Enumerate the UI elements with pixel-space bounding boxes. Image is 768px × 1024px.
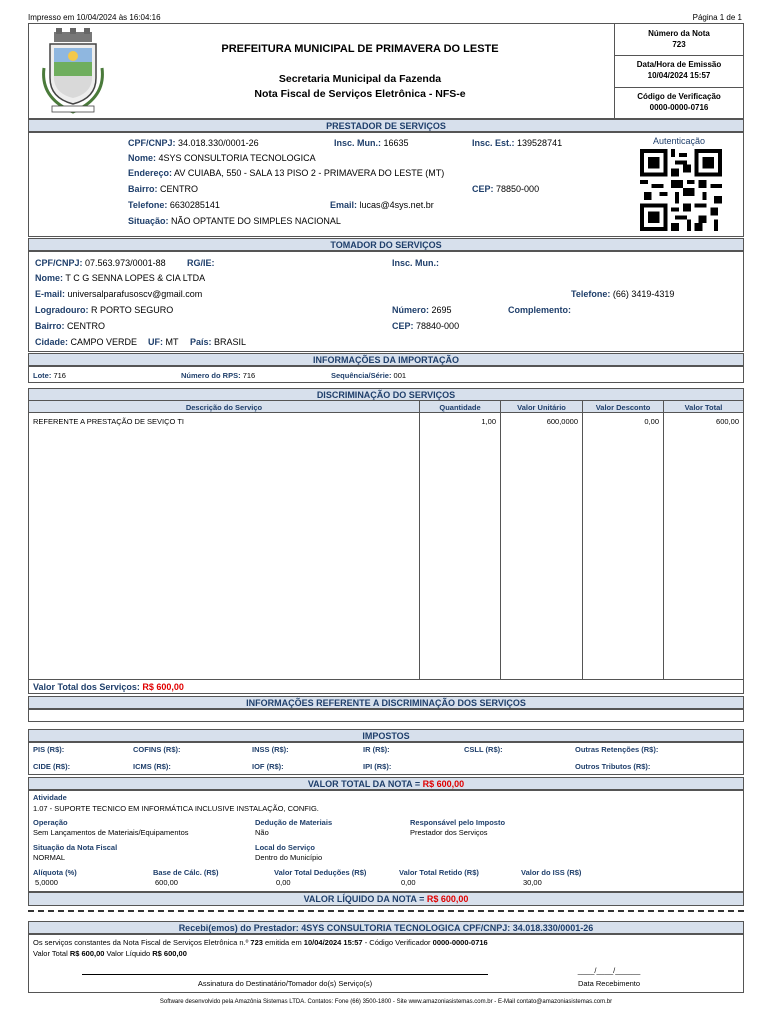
net-value: R$ 600,00 [426,894,469,904]
col-total: Valor Total [684,403,723,412]
customer-cep: 78840-000 [416,321,460,331]
customer-rg-label: RG/IE: [187,258,215,268]
provider-cep-label: CEP: [472,184,494,194]
customer-cep-label: CEP: [392,321,414,331]
note-number-label: Número da Nota [648,29,710,38]
department: Secretaria Municipal da Fazenda [278,73,442,85]
rps-label: Número do RPS: [181,371,241,380]
verification-code-label: Código de Verificação [637,92,721,101]
customer-name: T C G SENNA LOPES & CIA LTDA [65,273,206,283]
tax-ipi: IPI (R$): [363,762,392,771]
note-status-label: Situação da Nota Fiscal [33,843,118,852]
provider-phone: 6630285141 [169,200,220,210]
activity-text: 1.07 - SUPORTE TECNICO EM INFORMÁTICA INCLUSIVE INSTALAÇÃO, CONFIG. [33,804,319,813]
customer-email-label: E-mail: [35,289,66,299]
service-location-label: Local do Serviço [255,843,316,852]
signature-label: Assinatura do Destinatário/Tomador do(s) Serviço(s) [197,979,373,988]
customer-mun-label: Insc. Mun.: [392,258,439,268]
note-number: 723 [672,40,686,49]
provider-email: lucas@4sys.net.br [359,200,434,210]
provider-phone-label: Telefone: [128,200,168,210]
customer-phone: (66) 3419-4319 [612,289,675,299]
iss-value: 30,00 [523,878,542,887]
tax-inss: INSS (R$): [252,745,289,754]
customer-phone-label: Telefone: [571,289,611,299]
issue-date-label: Data/Hora de Emissão [636,60,722,69]
tax-iof: IOF (R$): [252,762,284,771]
col-quantity: Quantidade [439,403,481,412]
cut-line [28,910,744,912]
qr-code-icon[interactable] [638,149,724,231]
note-total-value: R$ 600,00 [422,779,465,789]
verification-code: 0000-0000-0716 [649,103,709,112]
page-number: Página 1 de 1 [692,13,742,22]
authentication-label: Autenticação [653,136,706,146]
printed-at: Impresso em 10/04/2024 às 16:04:16 [28,13,161,22]
customer-district: CENTRO [67,321,106,331]
customer-cnpj: 07.563.973/0001-88 [85,258,166,268]
receipt-line-2: Valor Total R$ 600,00 Valor Líquido R$ 600,00 [33,949,187,958]
services-info-box [28,708,744,722]
tax-other: Outros Tributos (R$): [575,762,651,771]
batch-label: Lote: [33,371,52,380]
customer-street-label: Logradouro: [35,305,89,315]
customer-street: R PORTO SEGURO [91,305,174,315]
verification-code-box [614,91,744,113]
retained-total-label: Valor Total Retido (R$) [399,868,479,877]
tax-cofins: COFINS (R$): [133,745,181,754]
col-discount: Valor Desconto [595,403,651,412]
service-discount: 0,00 [644,417,659,426]
footer: Software desenvolvido pela Amazônia Sistemas LTDA. Contatos: Fone (66) 3500-1800 - Site www.amazoniasistemas.com.br - E-Mail contato@amazoniasistemas.com.br [159,999,613,1005]
customer-district-label: Bairro: [35,321,65,331]
service-location: Dentro do Município [255,853,323,862]
tax-icms: ICMS (R$): [133,762,171,771]
customer-uf: MT [165,337,179,347]
document-title: Nota Fiscal de Serviços Eletrônica - NFS-e [254,88,466,100]
receipt-date-label: Data Recebimento [577,979,641,988]
provider-section-bar: PRESTADOR DE SERVIÇOS [28,119,744,133]
sequence-label: Sequência/Série: [331,371,392,380]
sequence: 001 [393,371,407,380]
service-quantity: 1,00 [481,417,496,426]
provider-cnpj-label: CPF/CNPJ: [128,138,176,148]
issue-date-box [614,59,744,81]
provider-mun: 16635 [383,138,409,148]
provider-est: 139528741 [517,138,563,148]
provider-district: CENTRO [160,184,199,194]
city-hall-title: PREFEITURA MUNICIPAL DE PRIMAVERA DO LESTE [221,43,499,55]
receipt-line-1: Os serviços constantes da Nota Fiscal de Serviços Eletrônica n.º 723 emitida em 10/04/2024 15:57 - Código Verificador 0000-0000-0716 [33,938,488,947]
services-box [28,400,744,694]
service-description: REFERENTE A PRESTAÇÃO DE SEVIÇO TI [33,417,185,426]
batch: 716 [53,371,66,380]
calc-base-label: Base de Cálc. (R$) [153,868,219,877]
issue-date: 10/04/2024 15:57 [647,71,711,80]
calc-base: 600,00 [155,878,178,887]
provider-cnpj: 34.018.330/0001-26 [178,138,259,148]
customer-country: BRASIL [214,337,247,347]
col-unit-value: Valor Unitário [517,403,566,412]
services-info-bar: INFORMAÇÕES REFERENTE A DISCRIMINAÇÃO DOS SERVIÇOS [28,696,744,710]
retained-total: 0,00 [401,878,416,887]
tax-cide: CIDE (R$): [33,762,71,771]
taxes-section-bar: IMPOSTOS [28,729,744,743]
tax-pis: PIS (R$): [33,745,65,754]
customer-complement-label: Complemento: [508,305,571,315]
deductions-total-label: Valor Total Deduções (R$) [274,868,367,877]
note-number-box [614,28,744,50]
materials-deduction: Não [255,828,269,837]
operation: Sem Lançamentos de Materiais/Equipamentos [33,828,189,837]
tax-csll: CSLL (R$): [464,745,503,754]
customer-name-label: Nome: [35,273,64,283]
customer-cnpj-label: CPF/CNPJ: [35,258,83,268]
provider-name-label: Nome: [128,153,157,163]
tax-responsible: Prestador dos Serviços [410,828,488,837]
import-section-bar: INFORMAÇÕES DA IMPORTAÇÃO [28,353,744,367]
customer-city-label: Cidade: [35,337,69,347]
services-section-bar: DISCRIMINAÇÃO DO SERVIÇOS [28,388,744,402]
activity-label: Atividade [33,793,67,802]
tax-other-retentions: Outras Retenções (R$): [575,745,659,754]
coat-of-arms-icon [40,28,106,116]
provider-est-label: Insc. Est.: [472,138,515,148]
provider-address: AV CUIABA, 550 - SALA 13 PISO 2 - PRIMAVERA DO LESTE (MT) [174,168,445,178]
services-total: R$ 600,00 [142,682,184,692]
provider-mun-label: Insc. Mun.: [334,138,381,148]
provider-district-label: Bairro: [128,184,158,194]
provider-status: NÃO OPTANTE DO SIMPLES NACIONAL [171,216,341,226]
customer-country-label: País: [190,337,212,347]
service-unit-value: 600,0000 [546,417,578,426]
net-value-label: VALOR LÍQUIDO DA NOTA = [303,894,427,904]
note-total-label: VALOR TOTAL DA NOTA = [307,779,423,789]
materials-deduction-label: Dedução de Materiais [255,818,333,827]
customer-city: CAMPO VERDE [70,337,138,347]
provider-cep: 78850-000 [496,184,540,194]
col-description: Descrição do Serviço [185,403,263,412]
service-total: 600,00 [716,417,739,426]
deductions-total: 0,00 [276,878,291,887]
operation-label: Operação [33,818,68,827]
provider-email-label: Email: [330,200,358,210]
rps: 716 [242,371,256,380]
note-status: NORMAL [33,853,66,862]
provider-status-label: Situação: [128,216,169,226]
receipt-bar: Recebi(emos) do Prestador: 4SYS CONSULTORIA TECNOLOGICA CPF/CNPJ: 34.018.330/0001-26 [28,921,744,935]
services-total-label: Valor Total dos Serviços: [33,682,140,692]
customer-section-bar: TOMADOR DO SERVIÇOS [28,238,744,252]
net-value-bar [28,892,744,906]
rate-label: Alíquota (%) [33,868,77,877]
customer-email: universalparafusoscv@gmail.com [67,289,203,299]
tax-ir: IR (R$): [363,745,390,754]
provider-name: 4SYS CONSULTORIA TECNOLOGICA [158,153,316,163]
iss-value-label: Valor do ISS (R$) [521,868,582,877]
tax-responsible-label: Responsável pelo Imposto [410,818,506,827]
customer-uf-label: UF: [148,337,163,347]
customer-number-label: Número: [392,305,430,315]
customer-number: 2695 [431,305,452,315]
provider-address-label: Endereço: [128,168,173,178]
date-blank: ____/____/______ [577,966,641,975]
rate: 5,0000 [35,878,58,887]
